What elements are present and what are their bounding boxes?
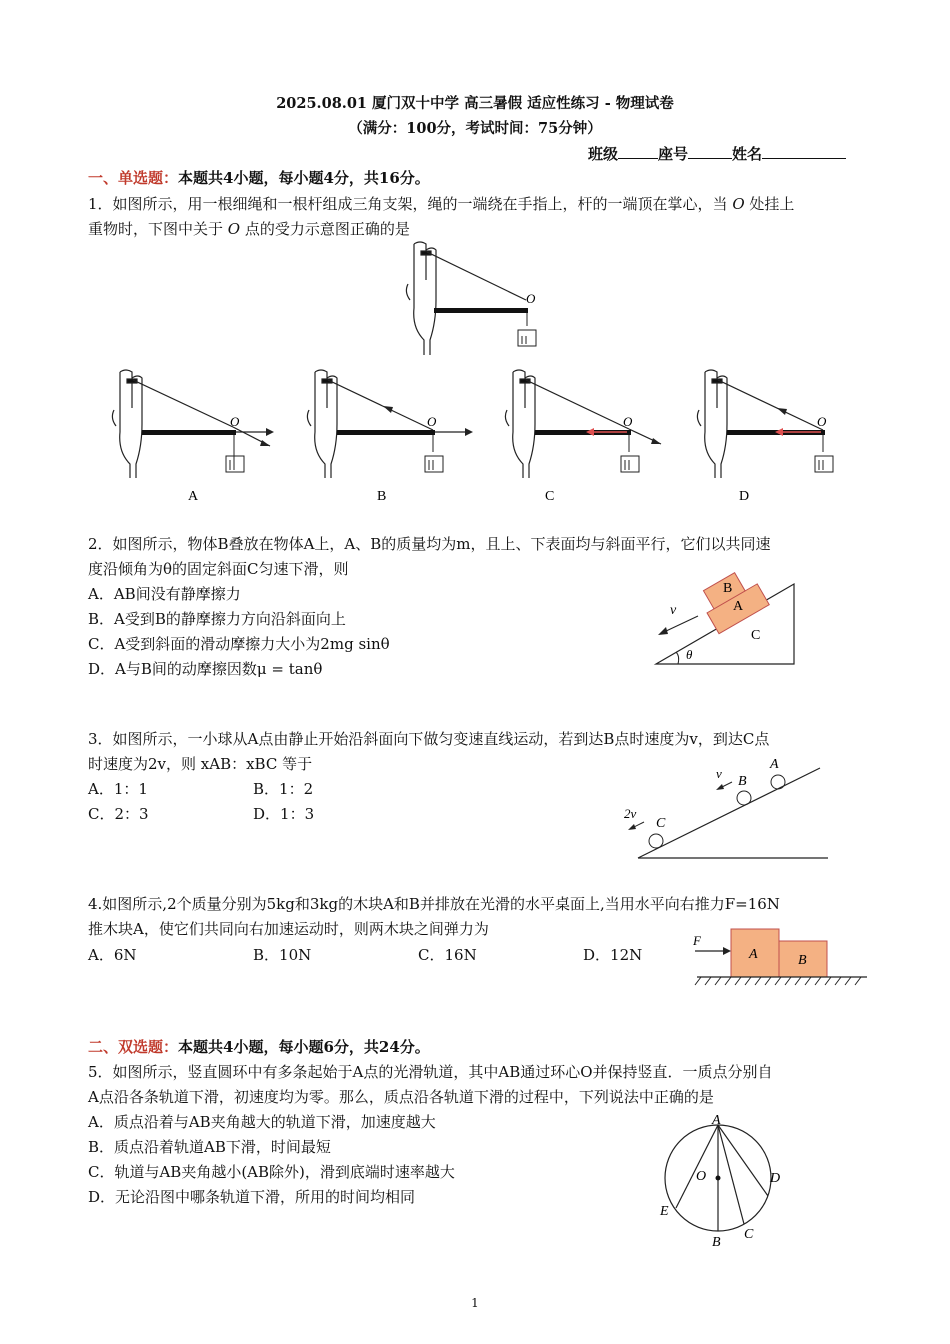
track-ad xyxy=(718,1125,768,1196)
q2-figure xyxy=(640,570,800,670)
q2-option-b[interactable]: B．A受到B的静摩擦力方向沿斜面向上 xyxy=(88,610,346,628)
q1-main-figure xyxy=(400,240,560,360)
page-number: 1 xyxy=(471,1296,479,1310)
q1-line1 xyxy=(88,193,794,214)
block-a-label: A xyxy=(749,947,758,962)
block-a-label: A xyxy=(733,599,744,614)
q4-option-c[interactable]: C．16N xyxy=(418,946,477,964)
point-o-label: O xyxy=(696,1169,707,1184)
q1-text-b: 处挂上 xyxy=(744,195,795,213)
q1-figure-b[interactable] xyxy=(307,370,473,504)
velocity-v-label: v xyxy=(716,766,722,781)
q4-line2: 推木块A，使它们共同向右加速运动时，则两木块之间弹力为 xyxy=(88,920,489,938)
q2-line1: 2．如图所示，物体B叠放在物体A上，A、B的质量均为m，且上、下表面均与斜面平行，它们以共同速 xyxy=(88,535,771,553)
point-d-label: D xyxy=(770,1171,781,1186)
q1-figure-d[interactable] xyxy=(697,370,833,504)
q1-line2 xyxy=(88,218,410,239)
q5-line1: 5．如图所示，竖直圆环中有多条起始于A点的光滑轨道，其中AB通过环心O并保持竖直．一质点分别自 xyxy=(88,1063,773,1081)
track-ac xyxy=(718,1125,744,1224)
q2-line2: 度沿倾角为θ的固定斜面C匀速下滑，则 xyxy=(88,560,349,578)
q4-option-d[interactable]: D．12N xyxy=(583,946,643,964)
seat-label: 座号 xyxy=(658,145,689,163)
q3-option-b[interactable]: B．1：2 xyxy=(253,780,314,798)
section2-heading xyxy=(88,1036,430,1057)
fig-b-label: B xyxy=(377,489,387,504)
exam-title: 2025.08.01 厦门双十中学 高三暑假 适应性练习 - 物理试卷 xyxy=(276,95,674,112)
point-e-label: E xyxy=(660,1204,669,1219)
q3-line1: 3．如图所示，一小球从A点由静止开始沿斜面向下做匀变速直线运动，若到达B点时速度为v，到达C点 xyxy=(88,730,770,748)
ball-b xyxy=(737,791,751,805)
student-info xyxy=(588,143,846,164)
seat-field[interactable] xyxy=(688,144,732,159)
q5-option-a[interactable]: A．质点沿着与AB夹角越大的轨道下滑，加速度越大 xyxy=(88,1113,436,1131)
q3-option-a[interactable]: A．1：1 xyxy=(88,780,148,798)
q3-figure xyxy=(620,750,835,865)
q4-line1: 4.如图所示,2个质量分别为5kg和3kg的木块A和B并排放在光滑的水平桌面上,当用水平向右推力F=16N xyxy=(88,895,780,913)
velocity-arrow xyxy=(658,627,668,635)
q1-text-c: 重物时，下图中关于 xyxy=(88,220,228,238)
q4-option-b[interactable]: B．10N xyxy=(253,946,312,964)
point-b-label: B xyxy=(712,1235,721,1250)
q1-figure-c[interactable] xyxy=(505,370,661,504)
q5-option-c[interactable]: C．轨道与AB夹角越小(AB除外)，滑到底端时速率越大 xyxy=(88,1163,455,1181)
rod-bar xyxy=(434,308,528,313)
name-label: 姓名 xyxy=(732,145,763,163)
track-ae xyxy=(676,1125,718,1208)
q4-option-a[interactable]: A．6N xyxy=(88,946,137,964)
point-a-label: A xyxy=(770,757,779,772)
point-a-label: A xyxy=(712,1113,721,1128)
q1-var2: O xyxy=(227,220,241,238)
q1-var: O xyxy=(732,195,745,213)
velocity-label: v xyxy=(670,603,677,618)
q2-option-a[interactable]: A．AB间没有静摩擦力 xyxy=(88,585,241,603)
block-b-label: B xyxy=(798,953,807,968)
q5-option-d[interactable]: D．无论沿图中哪条轨道下滑，所用的时间均相同 xyxy=(88,1188,416,1206)
exam-subtitle: （满分：100分，考试时间：75分钟） xyxy=(348,120,602,137)
incline-label: C xyxy=(751,628,761,643)
fig-c-o-label: O xyxy=(623,414,633,429)
angle-label: θ xyxy=(686,647,693,662)
q1-text-d: 点的受力示意图正确的是 xyxy=(240,220,410,238)
fig-a-label: A xyxy=(188,489,199,504)
velocity-2v-label: 2v xyxy=(624,806,637,821)
hand-icon xyxy=(406,242,436,355)
weight-icon xyxy=(518,330,536,346)
rope-line xyxy=(427,252,526,300)
point-o-label: O xyxy=(526,291,536,306)
name-field[interactable] xyxy=(762,144,846,159)
q5-option-b[interactable]: B．质点沿着轨道AB下滑，时间最短 xyxy=(88,1138,331,1156)
fig-d-o-label: O xyxy=(817,414,827,429)
point-c-label: C xyxy=(656,816,666,831)
q3-option-c[interactable]: C．2：3 xyxy=(88,805,149,823)
q2-option-c[interactable]: C．A受到斜面的滑动摩擦力大小为2mg sinθ xyxy=(88,635,390,653)
q2-option-d[interactable]: D．A与B间的动摩擦因数μ = tanθ xyxy=(88,660,323,678)
point-b-label: B xyxy=(738,774,747,789)
fig-d-label: D xyxy=(739,489,750,504)
fig-a-o-label: O xyxy=(230,414,240,429)
point-c-label: C xyxy=(744,1227,754,1242)
q5-figure xyxy=(650,1110,800,1250)
ball-a xyxy=(771,775,785,789)
q1-figure-a[interactable] xyxy=(112,370,274,504)
class-field[interactable] xyxy=(618,144,658,159)
ball-c xyxy=(649,834,663,848)
q5-line2: A点沿各条轨道下滑，初速度均为零。那么，质点沿各轨道下滑的过程中，下列说法中正确的是 xyxy=(88,1088,714,1106)
slope-line xyxy=(638,768,820,858)
force-arrow xyxy=(723,947,731,955)
section2-desc: 本题共4小题，每小题6分，共24分。 xyxy=(178,1038,430,1056)
fig-b-o-label: O xyxy=(427,414,437,429)
ground-hatch xyxy=(695,977,861,985)
section2-title: 二、双选题： xyxy=(88,1038,179,1056)
q4-figure xyxy=(685,925,870,990)
q3-option-d[interactable]: D．1：3 xyxy=(253,805,315,823)
block-b-label: B xyxy=(723,581,733,596)
q1-option-figures xyxy=(100,360,890,510)
section1-desc: 本题共4小题，每小题4分，共16分。 xyxy=(178,169,430,187)
force-label: F xyxy=(693,933,701,948)
section1-title: 一、单选题： xyxy=(88,169,179,187)
class-label: 班级 xyxy=(588,145,619,163)
q3-line2: 时速度为2v，则 xAB：xBC 等于 xyxy=(88,755,313,773)
fig-c-label: C xyxy=(545,489,555,504)
section1-heading xyxy=(88,167,430,188)
q1-text-a: 1．如图所示，用一根细绳和一根杆组成三角支架，绳的一端绕在手指上，杆的一端顶在掌心，当 xyxy=(88,195,733,213)
